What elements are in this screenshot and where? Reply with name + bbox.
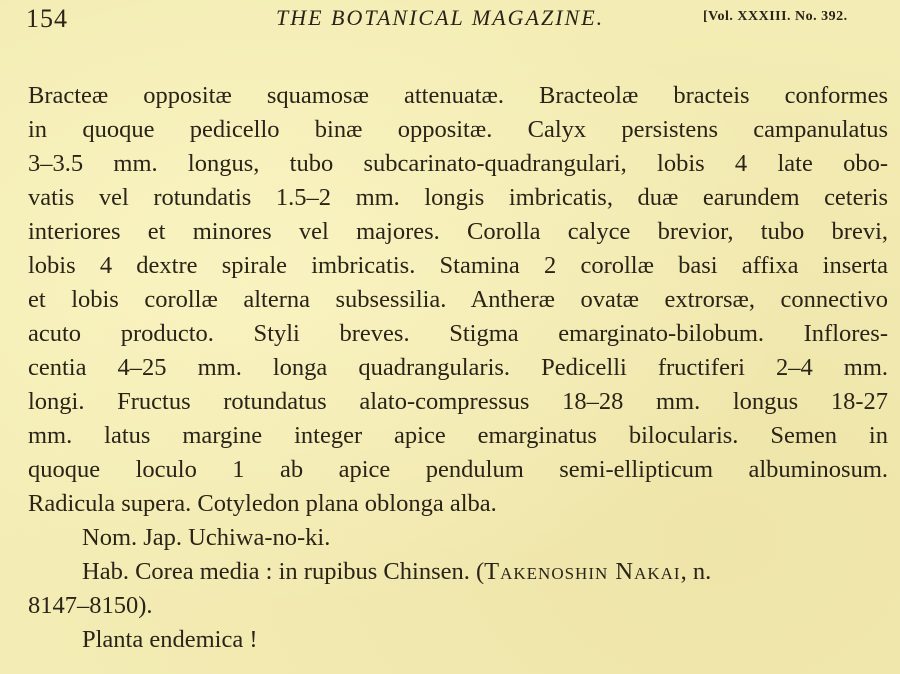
page-header: [0, 0, 900, 40]
running-title: THE BOTANICAL MAGAZINE.: [276, 5, 605, 30]
text-line: quoque loculo 1 ab apice pendulum semi-ellipticum albuminosum.: [28, 456, 888, 483]
text-line: et lobis corollæ alterna subsessilia. Antheræ ovatæ extrorsæ, connectivo: [28, 286, 888, 313]
text-line: acuto producto. Styli breves. Stigma emarginato-bilobum. Inflores-: [28, 320, 888, 347]
text-line: longi. Fructus rotundatus alato-compressus 18–28 mm. longus 18-27: [28, 388, 888, 415]
habitat-line: [28, 555, 888, 589]
collector-name: Takenoshin Nakai: [484, 558, 681, 585]
text-line: lobis 4 dextre spirale imbricatis. Stamina 2 corollæ basi affixa inserta: [28, 252, 888, 279]
body-text: [28, 79, 888, 657]
text-line: mm. latus margine integer apice emarginatus bilocularis. Semen in: [28, 422, 888, 449]
endemic-note: Planta endemica !: [82, 626, 258, 653]
page-number: 154: [26, 4, 68, 33]
habitat-text: Hab. Corea media : in rupibus Chinsen. (: [82, 558, 485, 585]
text-line: Radicula supera. Cotyledon plana oblonga alba.: [28, 490, 497, 517]
volume-reference: [Vol. XXXIII. No. 392.: [703, 9, 848, 24]
japanese-name-line: Nom. Jap. Uchiwa-no-ki.: [82, 524, 331, 551]
specimen-numbers-line: 8147–8150).: [28, 592, 153, 619]
text-line: in quoque pedicello binæ oppositæ. Calyx persistens campanulatus: [28, 116, 888, 143]
text-line: 3–3.5 mm. longus, tubo subcarinato-quadrangulari, lobis 4 late obo-: [28, 150, 888, 177]
text-line: Bracteæ oppositæ squamosæ attenuatæ. Bracteolæ bracteis conformes: [28, 82, 888, 109]
text-line: centia 4–25 mm. longa quadrangularis. Pedicelli fructiferi 2–4 mm.: [28, 354, 888, 381]
text-line: interiores et minores vel majores. Corolla calyce brevior, tubo brevi,: [28, 218, 888, 245]
text-line: vatis vel rotundatis 1.5–2 mm. longis imbricatis, duæ earundem ceteris: [28, 184, 888, 211]
habitat-suffix: , n.: [680, 558, 712, 585]
